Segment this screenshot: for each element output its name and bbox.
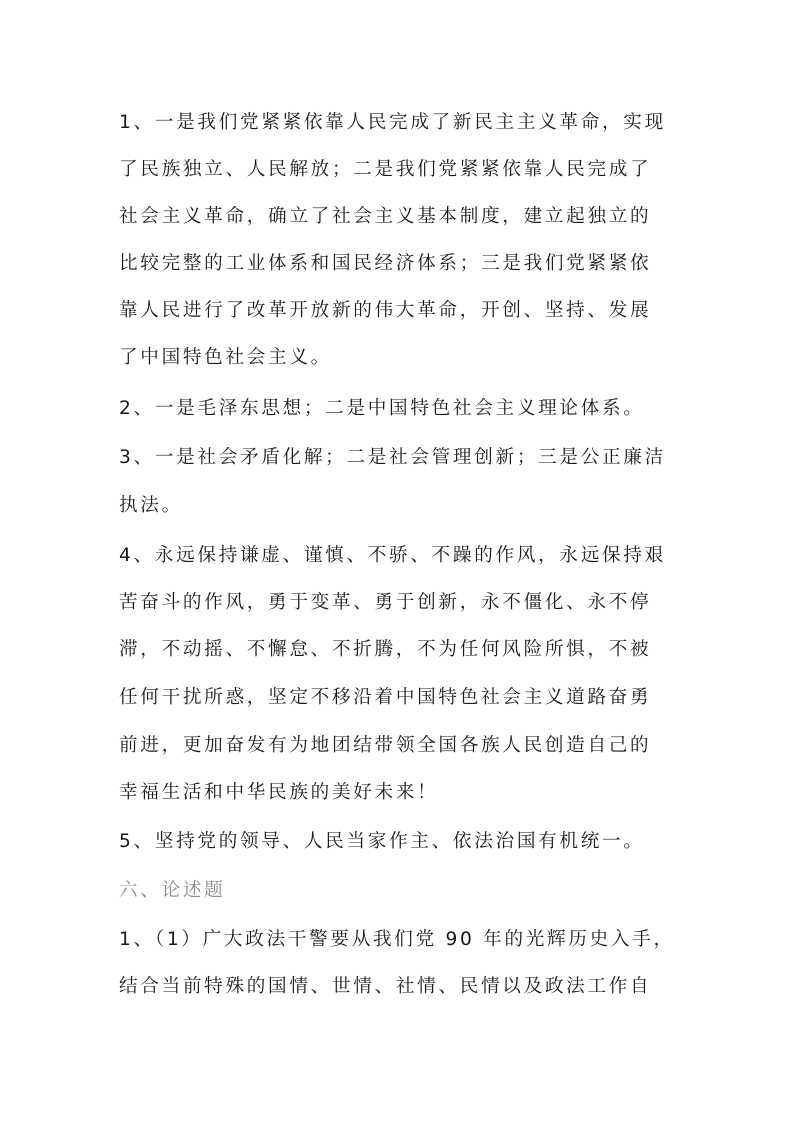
text-line: 1、一是我们党紧紧依靠人民完成了新民主主义革命，实现 [119,112,666,133]
text-line: 4、永远保持谦虚、谨慎、不骄、不躁的作风，永远保持艰 [119,545,666,566]
text-line: 5、坚持党的领导、人民当家作主、依法治国有机统一。 [119,831,645,852]
text-line: 执法。 [119,495,183,516]
text-line: 前进，更加奋发有为地团结带领全国各族人民创造自己的 [119,735,652,756]
text-line: 比较完整的工业体系和国民经济体系；三是我们党紧紧依 [119,253,652,274]
text-line: 结合当前特殊的国情、世情、社情、民情以及政法工作自 [119,976,652,997]
text-line: 苦奋斗的作风，勇于变革、勇于创新，永不僵化、永不停 [119,592,652,613]
text-line: 了中国特色社会主义。 [119,347,332,368]
text-line: 滞，不动摇、不懈怠、不折腾，不为任何风险所惧，不被 [119,639,652,660]
text-line: 靠人民进行了改革开放新的伟大革命，开创、坚持、发展 [119,300,652,321]
text-line: 任何干扰所惑，坚定不移沿着中国特色社会主义道路奋勇 [119,687,652,708]
text-line: 社会主义革命，确立了社会主义基本制度，建立起独立的 [119,206,652,227]
section-heading: 六、论述题 [119,880,226,901]
text-line: 1、（1）广大政法干警要从我们党 90 年的光辉历史入手， [119,929,675,950]
text-line: 3、一是社会矛盾化解；二是社会管理创新；三是公正廉洁 [119,447,666,468]
text-line: 幸福生活和中华民族的美好未来！ [119,782,439,803]
text-line: 了民族独立、人民解放；二是我们党紧紧依靠人民完成了 [119,159,652,180]
text-line: 2、一是毛泽东思想；二是中国特色社会主义理论体系。 [119,398,645,419]
